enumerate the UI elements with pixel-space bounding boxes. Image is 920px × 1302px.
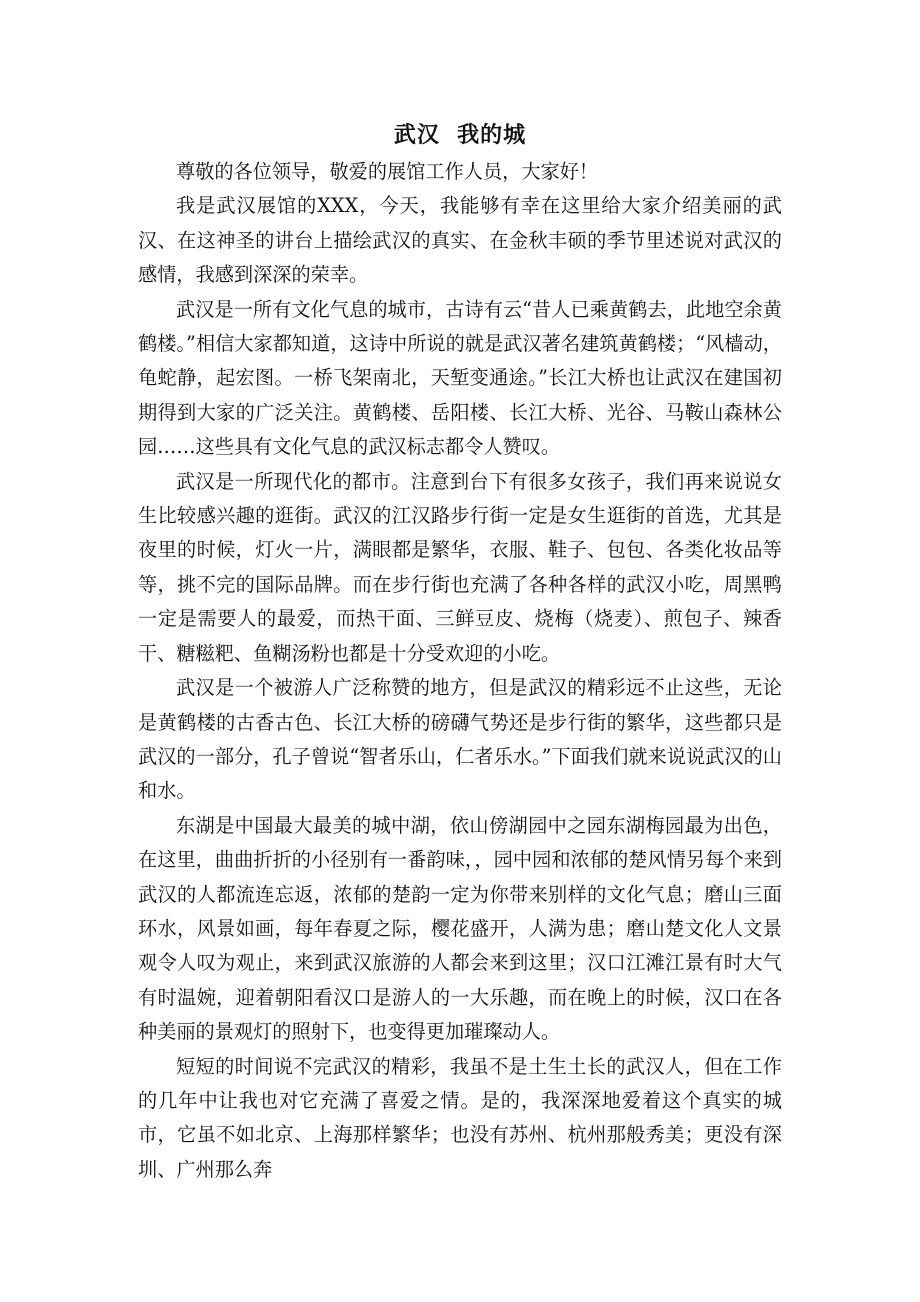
paragraph-praise: 武汉是一个被游人广泛称赞的地方，但是武汉的精彩远不止这些，无论是黄鹤楼的古香古色、长江大桥的磅礴气势还是步行街的繁华，这些都只是武汉的一部分，孔子曾说“智者乐山，仁者乐水。”下面我们就来说说武汉的山和水。 [138,676,782,803]
document-page [138,118,782,1187]
paragraph-closing: 短短的时间说不完武汉的精彩，我虽不是土生土长的武汉人，但在工作的几年中让我也对它充满了喜爱之情。是的，我深深地爱着这个真实的城市，它虽不如北京、上海那样繁华；也没有苏州、杭州那般秀美；更没有深圳、广州那么奔 [138,1054,782,1181]
document-title: 武汉 我的城 [393,122,527,148]
paragraph-modern-city: 武汉是一所现代化的都市。注意到台下有很多女孩子，我们再来说说女生比较感兴趣的逛街。武汉的江汉路步行街一定是女生逛街的首选，尤其是夜里的时候，灯火一片，满眼都是繁华，衣服、鞋子、包包、各类化妆品等等，挑不完的国际品牌。而在步行街也充满了各种各样的武汉小吃，周黑鸭一定是需要人的最爱，而热干面、三鲜豆皮、烧梅（烧麦）、煎包子、辣香干、糖糍粑、鱼糊汤粉也都是十分受欢迎的小吃。 [138,469,782,665]
paragraph-greeting: 尊敬的各位领导，敬爱的展馆工作人员，大家好！ [176,160,599,183]
paragraph-landscape: 东湖是中国最大最美的城中湖，依山傍湖园中之园东湖梅园最为出色，在这里，曲曲折折的小径别有一番韵味，，园中园和浓郁的楚风情另每个来到武汉的人都流连忘返，浓郁的楚韵一定为你带来别样的文化气息；磨山三面环水，风景如画，每年春夏之际，樱花盛开，人满为患；磨山楚文化人文景观令人叹为观止，来到武汉旅游的人都会来到这里；汉口江滩江景有时大气有时温婉，迎着朝阳看汉口是游人的一大乐趣，而在晚上的时候，汉口在各种美丽的景观灯的照射下，也变得更加璀璨动人。 [138,813,782,1044]
paragraph-introduction: 我是武汉展馆的XXX，今天，我能够有幸在这里给大家介绍美丽的武汉、在这神圣的讲台上描绘武汉的真实、在金秋丰硕的季节里述说对武汉的感情，我感到深深的荣幸。 [138,194,782,287]
paragraph-culture: 武汉是一所有文化气息的城市，古诗有云“昔人已乘黄鹤去，此地空余黄鹤楼。”相信大家都知道，这诗中所说的就是武汉著名建筑黄鹤楼；“风樯动，龟蛇静，起宏图。一桥飞架南北，天堑变通途。”长江大桥也让武汉在建国初期得到大家的广泛关注。黄鹤楼、岳阳楼、长江大桥、光谷、马鞍山森林公园……这些具有文化气息的武汉标志都令人赞叹。 [138,297,782,459]
